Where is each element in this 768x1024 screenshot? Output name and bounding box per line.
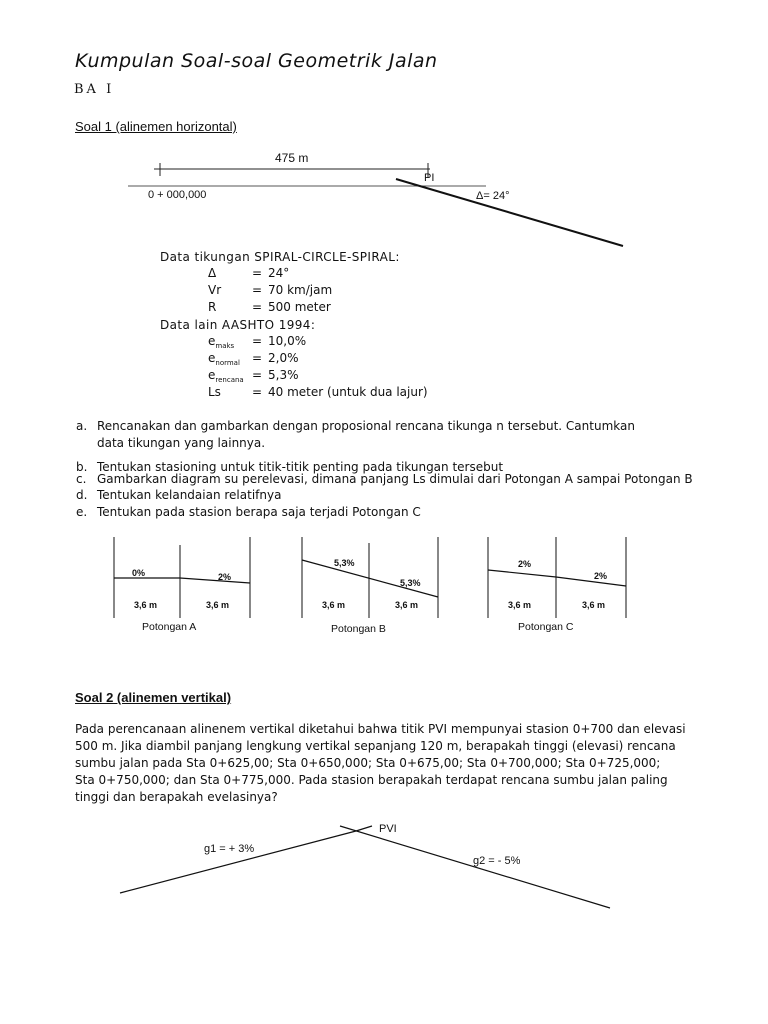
g1-label: g1 = + 3% [204,843,255,855]
cross-section-name: Potongan B [331,623,386,635]
left-slope-label: 2% [518,559,532,569]
aashto-row-value: 5,3% [268,368,299,382]
right-lane-width: 3,6 m [582,600,606,610]
aashto-row-subscript: maks [215,342,235,350]
aashto-row-equals: = [252,351,263,365]
cross-section-name: Potongan A [142,621,197,633]
data-row-equals: = [252,283,263,297]
left-slope-label: 0% [132,568,146,578]
question-letter: d. [76,488,88,502]
aashto-row-symbol: Ls [208,385,221,399]
question-letter: b. [76,460,88,474]
cross-section-name: Potongan C [518,621,574,633]
left-slope-label: 5,3% [334,558,355,568]
pvi-marker [356,826,372,831]
aashto-row-subscript: rencana [215,376,244,384]
right-lane-width: 3,6 m [395,600,419,610]
aashto-row-equals: = [252,334,263,348]
left-lane-width: 3,6 m [508,600,532,610]
question-text: Tentukan stasioning untuk titik-titik penting pada tikungan tersebut [97,460,504,474]
document-title: Kumpulan Soal-soal Geometrik Jalan [75,50,438,72]
paragraph-line: 500 m. Jika diambil panjang lengkung vertikal sepanjang 120 m, berapakah tinggi (elevasi) rencana [75,739,676,753]
chapter-label: BA I [74,82,115,97]
aashto-row-value: 40 meter (untuk dua lajur) [268,385,428,399]
question-text-continued: data tikungan yang lainnya. [97,436,266,450]
g1-grade-line [120,831,356,893]
soal2-heading: Soal 2 (alinemen vertikal) [75,690,232,705]
question-letter: a. [76,419,88,433]
question-text: Gambarkan diagram su perelevasi, dimana panjang Ls dimulai dari Potongan A sampai Potongan B [97,472,693,486]
data-row-value: 500 meter [268,300,331,314]
paragraph-line: tinggi dan berapakah evelasinya? [75,790,278,804]
data-row-value: 70 km/jam [268,283,333,297]
aashto-row-symbol: e [208,334,216,348]
question-letter: c. [76,472,87,486]
right-lane-width: 3,6 m [206,600,230,610]
aashto-title: Data lain AASHTO 1994: [160,318,316,332]
left-lane-width: 3,6 m [134,600,158,610]
soal1-heading: Soal 1 (alinemen horizontal) [75,119,237,134]
data-row-label: R [208,300,217,314]
g2-label: g2 = - 5% [473,855,521,867]
data-row-equals: = [252,300,263,314]
right-slope-label: 2% [594,571,608,581]
aashto-row-value: 10,0% [268,334,307,348]
question-text: Tentukan kelandaian relatifnya [97,488,282,502]
data-row-label: Δ [208,266,217,280]
aashto-row-equals: = [252,368,263,382]
pvi-label: PVI [379,823,397,835]
distance-label: 475 m [275,151,309,165]
paragraph-line: Pada perencanaan alinenem vertikal diketahui bahwa titik PVI mempunyai stasion 0+700 dan elevasi [75,722,686,736]
data-row-label: Vr [208,283,222,297]
station-label: 0 + 000,000 [148,189,207,201]
aashto-row-equals: = [252,385,263,399]
delta-label: Δ= 24° [476,190,510,202]
question-letter: e. [76,505,88,519]
data-row-value: 24° [268,266,290,280]
left-lane-width: 3,6 m [322,600,346,610]
aashto-row-symbol: e [208,351,216,365]
aashto-row-symbol: e [208,368,216,382]
pi-label: PI [424,172,435,184]
paragraph-line: Sta 0+750,000; dan Sta 0+775,000. Pada stasion berapakah terdapat rencana sumbu jalan paling [75,773,668,787]
data-tikungan-title: Data tikungan SPIRAL-CIRCLE-SPIRAL: [160,250,400,264]
g2-grade-line [340,826,610,908]
right-slope-label: 2% [218,572,232,582]
paragraph-line: sumbu jalan pada Sta 0+625,00; Sta 0+650,000; Sta 0+675,00; Sta 0+700,000; Sta 0+725,000; [75,756,661,770]
question-text: Tentukan pada stasion berapa saja terjadi Potongan C [97,505,421,519]
question-text: Rencanakan dan gambarkan dengan proposional rencana tikunga n tersebut. Cantumkan [97,419,635,433]
right-slope-label: 5,3% [400,578,421,588]
data-row-equals: = [252,266,263,280]
aashto-row-value: 2,0% [268,351,299,365]
aashto-row-subscript: normal [215,359,240,367]
